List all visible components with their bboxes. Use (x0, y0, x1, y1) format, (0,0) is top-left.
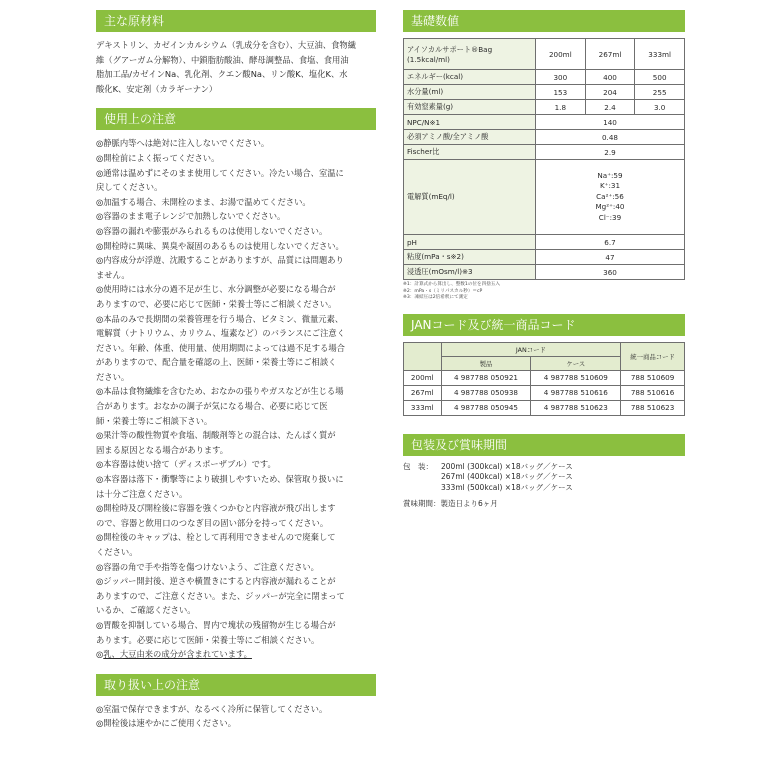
precaution-line: ださい。年齢、体重、使用量、使用期間によっては過不足する場合 (96, 342, 345, 353)
jan-row (404, 385, 685, 400)
size-header-cell: 333ml (635, 39, 685, 70)
basic-row-value: 204 (585, 85, 635, 100)
ingredients-line: 酸化K、安定剤（カラギーナン） (96, 83, 218, 94)
precaution-item (96, 428, 376, 457)
basic-row-value: 2.4 (585, 100, 635, 115)
electrolyte-row (404, 160, 685, 235)
electrolyte-value: Cl⁻:39 (598, 212, 622, 222)
precaution-line: あります。必要に応じて医師・栄養士等にご相談ください。 (96, 634, 320, 645)
jan-product-code: 4 987788 050921 (441, 370, 531, 385)
precaution-item-allergen: ◎乳、大豆由来の成分が含まれています。 (96, 649, 252, 660)
precaution-line: ださい。 (96, 371, 130, 382)
jan-section (403, 314, 685, 416)
precaution-item (96, 209, 376, 224)
precaution-line: ◎本品のみで長期間の栄養管理を行う場合、ビタミン、微量元素、 (96, 313, 344, 324)
ingredients-line: デキストリン、カゼインカルシウム（乳成分を含む）、大豆油、食物繊 (96, 40, 356, 50)
precaution-item (96, 472, 376, 501)
ingredients-section (96, 10, 376, 96)
basic-row (404, 235, 685, 250)
basic-row-label: Fischer比 (404, 145, 536, 160)
basic-row-label: 粘度(mPa・s※2) (404, 250, 536, 265)
electrolyte-values (536, 160, 685, 235)
basic-row-value: 0.48 (536, 130, 685, 145)
basic-row-label: 必須アミノ酸/全アミノ酸 (404, 130, 536, 145)
precaution-item (96, 151, 376, 166)
basic-row-label: pH (404, 235, 536, 250)
packaging-label: 包 装： (403, 461, 433, 471)
electrolyte-value: Ca²⁺:56 (596, 191, 624, 201)
basic-row-value: 500 (635, 70, 685, 85)
precaution-item (96, 195, 376, 210)
jan-group-header: JANコード (441, 342, 621, 356)
jan-product-header: 製品 (441, 356, 531, 370)
precaution-line: がありますので、配合量を確認の上、医師・栄養士等にご相談く (96, 357, 337, 368)
precaution-item (96, 136, 376, 151)
ingredients-text (96, 38, 376, 96)
jan-case-code: 4 987788 510623 (531, 400, 621, 415)
jan-case-code: 4 987788 510609 (531, 370, 621, 385)
precautions-list (96, 136, 376, 647)
precaution-line: ◎胃酸を抑制している場合、胃内で塊状の残留物が生じる場合が (96, 619, 336, 630)
basic-row (404, 115, 685, 130)
basic-row (404, 250, 685, 265)
basic-row (404, 85, 685, 100)
jan-table (403, 342, 685, 416)
basic-row-label: 有効窒素量(g) (404, 100, 536, 115)
precaution-item (96, 166, 376, 195)
precaution-line: ◎静脈内等へは絶対に注入しないでください。 (96, 138, 270, 149)
precaution-item (96, 618, 376, 647)
packaging-line: 200ml (300kcal) ×18バッグ／ケース (441, 461, 573, 471)
precaution-line: ください。 (96, 547, 138, 557)
jan-row (404, 400, 685, 415)
precaution-line: ◎果汁等の酸性物質や食塩、制酸剤等との混合は、たんぱく質が (96, 430, 336, 441)
precaution-line: いるか、ご確認ください。 (96, 605, 196, 616)
handling-list (96, 702, 376, 731)
basic-row-value: 360 (536, 265, 685, 280)
precaution-line: 電解質（ナトリウム、カリウム、塩素など）のバランスにご注意く (96, 328, 345, 339)
handling-item: ◎開栓後は速やかにご使用ください。 (96, 718, 236, 729)
basic-note: ※1：計算式から算出し、整数1の位を四捨五入 (403, 282, 500, 287)
basic-row (404, 130, 685, 145)
basic-row-value: 6.7 (536, 235, 685, 250)
size-header-cell: 200ml (536, 39, 586, 70)
precaution-line: ◎本容器は落下・衝撃等により破損しやすいため、保管取り扱いに (96, 474, 344, 485)
precaution-item (96, 501, 376, 530)
electrolyte-value: K⁺:31 (599, 181, 621, 191)
precaution-line: ◎通常は温めずにそのまま使用してください。冷たい場合、室温に (96, 167, 344, 178)
jan-product-code: 4 987788 050938 (441, 385, 531, 400)
basic-row-label: NPC/N※1 (404, 115, 536, 130)
precaution-line: ◎内容成分が浮遊、沈殿することがありますが、品質には問題あり (96, 255, 344, 266)
precaution-line: ◎開栓時及び開栓後に容器を強くつかむと内容液が飛び出します (96, 503, 336, 514)
precaution-item (96, 530, 376, 559)
jan-unified-code: 788 510609 (621, 370, 685, 385)
electrolyte-label: 電解質(mEq/l) (404, 160, 536, 235)
precaution-line: ◎ジッパー開封後、逆さや横置きにすると内容液が漏れることが (96, 576, 336, 587)
precaution-line: ◎開栓後のキャップは、栓として再利用できませんので廃棄して (96, 532, 336, 543)
jan-unified-code: 788 510616 (621, 385, 685, 400)
basic-row-value: 140 (536, 115, 685, 130)
handling-item: ◎室温で保存できますが、なるべく冷所に保管してください。 (96, 703, 328, 714)
jan-size: 267ml (404, 385, 442, 400)
size-header-cell: 267ml (585, 39, 635, 70)
basic-header: 基礎数値 (403, 10, 685, 32)
packaging-section (403, 434, 685, 510)
basic-row-label: 浸透圧(mOsm/l)※3 (404, 265, 536, 280)
jan-case-code: 4 987788 510616 (531, 385, 621, 400)
precaution-line: ◎容器のまま電子レンジで加熱しないでください。 (96, 211, 286, 222)
precaution-line: は十分ご注意ください。 (96, 488, 188, 499)
basic-note: ※3：凍結圧は2倍希釈にて測定 (403, 295, 468, 301)
precaution-item (96, 384, 376, 428)
shelf-life: 賞味期間：製造日より6ヶ月 (403, 499, 498, 509)
left-column (96, 10, 376, 743)
precaution-line: ません。 (96, 269, 130, 280)
jan-size: 333ml (404, 400, 442, 415)
precaution-line: ◎本容器は使い捨て（ディスポーザブル）です。 (96, 459, 276, 470)
precaution-line: ◎開栓時に異味、異臭や凝固のあるものは使用しないでください。 (96, 240, 344, 251)
ingredients-header: 主な原材料 (96, 10, 376, 32)
precaution-line: ので、容器と飲用口のつなぎ目の固い部分を持ってください。 (96, 517, 329, 528)
electrolyte-value: Na⁺:59 (597, 170, 623, 180)
precaution-item (96, 312, 376, 385)
packaging-lines (441, 462, 573, 494)
handling-header: 取り扱い上の注意 (96, 674, 376, 696)
jan-size: 200ml (404, 370, 442, 385)
precaution-line: ありますので、ご注意ください。また、ジッパーが完全に閉まって (96, 590, 345, 601)
basic-row-value: 255 (635, 85, 685, 100)
precaution-item (96, 574, 376, 618)
basic-notes (403, 282, 685, 302)
basic-row-label: エネルギー(kcal) (404, 70, 536, 85)
basic-row-value: 153 (536, 85, 586, 100)
basic-note: ※2：mPa・s（ミリパスカル秒）＝cP (403, 288, 483, 294)
precaution-line: ◎容器の漏れや膨張がみられるものは使用しないでください。 (96, 225, 328, 236)
basic-row-value: 300 (536, 70, 586, 85)
precaution-line: 戻してください。 (96, 182, 163, 193)
precaution-line: 固まる原因となる場合があります。 (96, 444, 229, 455)
precaution-item (96, 282, 376, 311)
jan-corner-cell (404, 342, 442, 370)
precautions-section (96, 108, 376, 661)
basic-row (404, 265, 685, 280)
jan-product-code: 4 987788 050945 (441, 400, 531, 415)
jan-unified-header: 統一商品コード (621, 342, 685, 370)
basic-values-table (403, 38, 685, 280)
jan-row (404, 370, 685, 385)
precaution-line: ◎加温する場合、未開栓のまま、お湯で温めてください。 (96, 196, 311, 207)
precaution-line: ありますので、必要に応じて医師・栄養士等にご相談ください。 (96, 298, 337, 309)
packaging-line: 333ml (500kcal) ×18バッグ／ケース (441, 482, 573, 492)
basic-row (404, 100, 685, 115)
precaution-line: ◎容器の角で手や指等を傷つけないよう、ご注意ください。 (96, 561, 319, 572)
electrolyte-value: Mg²⁺:40 (595, 202, 625, 212)
basic-row-value: 1.8 (536, 100, 586, 115)
jan-header: JANコード及び統一商品コード (403, 314, 685, 336)
packaging-line: 267ml (400kcal) ×18バッグ／ケース (441, 472, 573, 482)
basic-section (403, 10, 685, 302)
product-name-cell: アイソカルサポート®Bag (1.5kcal/ml) (404, 39, 536, 70)
precaution-item (96, 560, 376, 575)
ingredients-line: 脂加工品/カゼインNa、乳化剤、クエン酸Na、リン酸K、塩化K、水 (96, 69, 348, 80)
precaution-item (96, 239, 376, 254)
basic-row-value: 3.0 (635, 100, 685, 115)
basic-header-row (404, 39, 685, 70)
precaution-line: 合があります。おなかの調子が気になる場合、必要に応じて医 (96, 401, 328, 412)
ingredients-line: 維（グアーガム分解物）、中鎖脂肪酸油、酵母調整品、食塩、食用油 (96, 54, 349, 65)
precaution-item (96, 224, 376, 239)
jan-unified-code: 788 510623 (621, 400, 685, 415)
right-column (403, 10, 685, 510)
basic-row (404, 145, 685, 160)
precautions-header: 使用上の注意 (96, 108, 376, 130)
handling-section (96, 674, 376, 731)
precaution-line: ◎使用時には水分の過不足が生じ、水分調整が必要になる場合が (96, 284, 336, 295)
basic-row-label: 水分量(ml) (404, 85, 536, 100)
precaution-line: ◎開栓前によく振ってください。 (96, 152, 220, 163)
precaution-line: 師・栄養士等にご相談下さい。 (96, 415, 213, 426)
basic-row (404, 70, 685, 85)
packaging-text (403, 462, 685, 510)
jan-case-header: ケース (531, 356, 621, 370)
packaging-header: 包装及び賞味期間 (403, 434, 685, 456)
basic-row-value: 400 (585, 70, 635, 85)
basic-row-value: 47 (536, 250, 685, 265)
precaution-line: ◎本品は食物繊維を含むため、おなかの張りやガスなどが生じる場 (96, 386, 344, 397)
precaution-item (96, 253, 376, 282)
precaution-item (96, 457, 376, 472)
basic-row-value: 2.9 (536, 145, 685, 160)
